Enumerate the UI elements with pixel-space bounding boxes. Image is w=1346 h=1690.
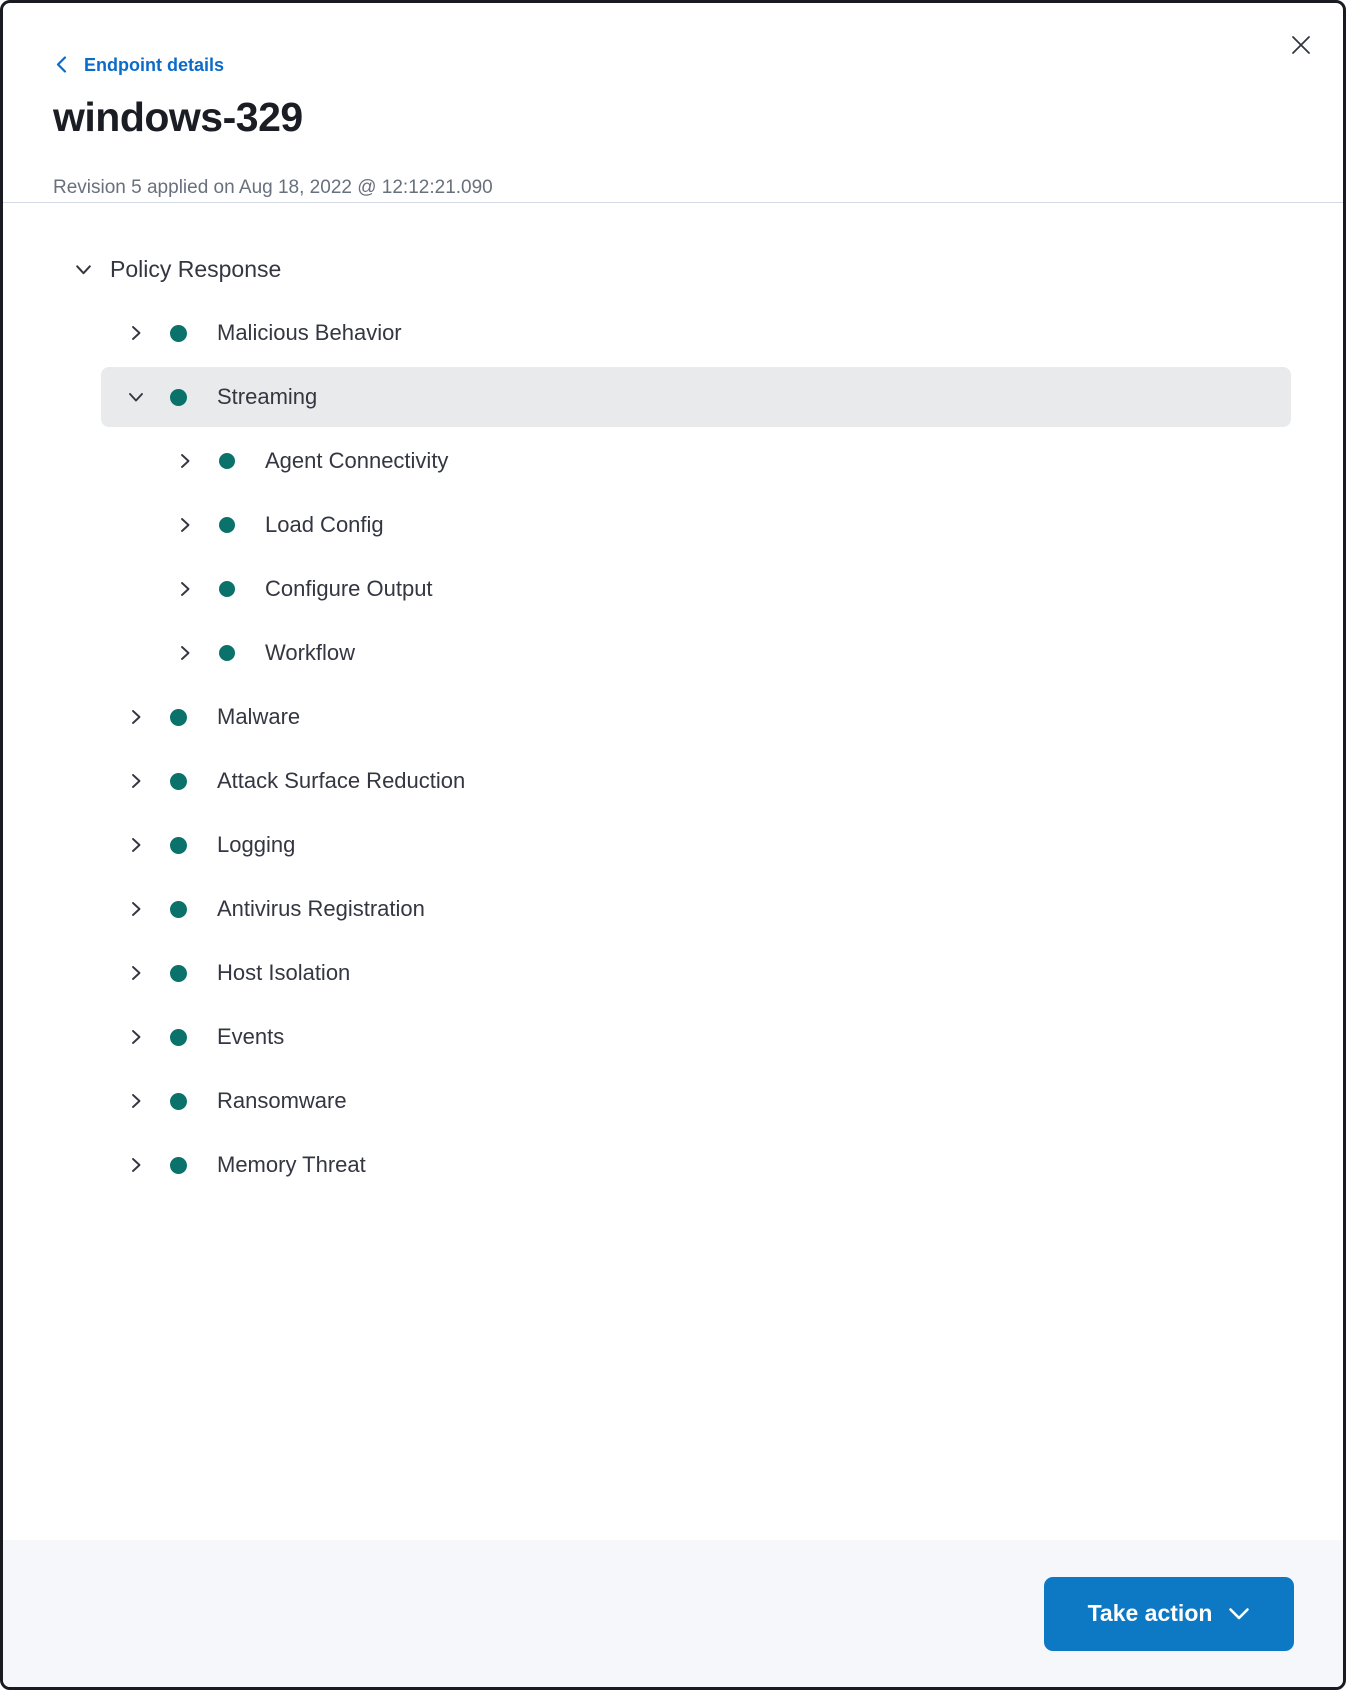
- tree-item-host-isolation[interactable]: [3, 941, 1343, 1005]
- close-icon: [1289, 33, 1313, 57]
- page-title: windows-329: [53, 94, 303, 140]
- chevron-right-icon[interactable]: [126, 771, 146, 791]
- status-dot-icon: [170, 1093, 187, 1110]
- status-dot-icon: [219, 581, 235, 597]
- tree-item-label: Antivirus Registration: [217, 896, 425, 921]
- tree-item-label: Logging: [217, 832, 296, 857]
- status-dot-icon: [170, 389, 187, 406]
- status-dot-icon: [219, 517, 235, 533]
- tree-item-malicious-behavior[interactable]: [3, 301, 1343, 365]
- tree-item-load-config[interactable]: [3, 493, 1343, 557]
- revision-applied-text: Revision 5 applied on Aug 18, 2022 @ 12:12:21.090: [53, 177, 493, 198]
- flyout-body: [3, 138, 1343, 1197]
- tree-item-memory-threat[interactable]: [3, 1133, 1343, 1197]
- flyout-footer: [3, 1540, 1343, 1687]
- status-dot-icon: [170, 709, 187, 726]
- tree-item-label: Agent Connectivity: [265, 448, 449, 473]
- header-divider: [3, 202, 1343, 203]
- tree-item-label: Workflow: [265, 640, 356, 665]
- status-dot-icon: [170, 773, 187, 790]
- tree-item-workflow[interactable]: [3, 621, 1343, 685]
- chevron-right-icon[interactable]: [73, 259, 93, 279]
- policy-response-tree: [3, 237, 1343, 1197]
- chevron-down-icon[interactable]: [126, 387, 146, 407]
- tree-item-label: Streaming: [217, 384, 318, 409]
- tree-item-label: Ransomware: [217, 1088, 347, 1113]
- status-dot-icon: [219, 645, 235, 661]
- chevron-right-icon[interactable]: [126, 963, 146, 983]
- chevron-right-icon[interactable]: [126, 1091, 146, 1111]
- status-dot-icon: [170, 901, 187, 918]
- tree-item-ransomware[interactable]: [3, 1069, 1343, 1133]
- status-dot-icon: [219, 453, 235, 469]
- status-dot-icon: [170, 325, 187, 342]
- chevron-right-icon[interactable]: [126, 835, 146, 855]
- tree-item-events[interactable]: [3, 1005, 1343, 1069]
- tree-item-configure-output[interactable]: [3, 557, 1343, 621]
- take-action-label: Take action: [1087, 1600, 1213, 1626]
- back-link-label: Endpoint details: [84, 54, 225, 75]
- tree-item-agent-connectivity[interactable]: [3, 429, 1343, 493]
- tree-item-label: Memory Threat: [217, 1152, 366, 1177]
- tree-item-label: Malware: [217, 704, 301, 729]
- tree-item-label: Policy Response: [110, 255, 282, 282]
- tree-item-label: Events: [217, 1024, 285, 1049]
- tree-item-label: Load Config: [265, 512, 384, 537]
- tree-item-label: Attack Surface Reduction: [217, 768, 466, 793]
- chevron-right-icon[interactable]: [175, 515, 195, 535]
- chevron-right-icon[interactable]: [126, 1027, 146, 1047]
- chevron-right-icon[interactable]: [126, 707, 146, 727]
- tree-item-malware[interactable]: [3, 685, 1343, 749]
- chevron-right-icon[interactable]: [126, 1155, 146, 1175]
- tree-item-label: Malicious Behavior: [217, 320, 402, 345]
- chevron-right-icon[interactable]: [175, 451, 195, 471]
- flyout-header: [3, 3, 1343, 138]
- status-dot-icon: [170, 837, 187, 854]
- chevron-left-icon: [53, 55, 70, 74]
- tree-item-logging[interactable]: [3, 813, 1343, 877]
- tree-item-antivirus-registration[interactable]: [3, 877, 1343, 941]
- chevron-right-icon[interactable]: [175, 643, 195, 663]
- tree-item-streaming[interactable]: [3, 365, 1343, 429]
- chevron-down-icon: [1228, 1607, 1250, 1621]
- chevron-right-icon[interactable]: [126, 899, 146, 919]
- chevron-right-icon[interactable]: [175, 579, 195, 599]
- back-link[interactable]: [53, 55, 224, 74]
- tree-item-label: Configure Output: [265, 576, 433, 601]
- status-dot-icon: [170, 965, 187, 982]
- status-dot-icon: [170, 1157, 187, 1174]
- status-dot-icon: [170, 1029, 187, 1046]
- close-button[interactable]: [1283, 27, 1319, 63]
- take-action-button[interactable]: [1044, 1577, 1294, 1651]
- tree-item-attack-surface-reduction[interactable]: [3, 749, 1343, 813]
- tree-item-policy-response[interactable]: [3, 237, 1343, 301]
- chevron-right-icon[interactable]: [126, 323, 146, 343]
- tree-item-label: Host Isolation: [217, 960, 351, 985]
